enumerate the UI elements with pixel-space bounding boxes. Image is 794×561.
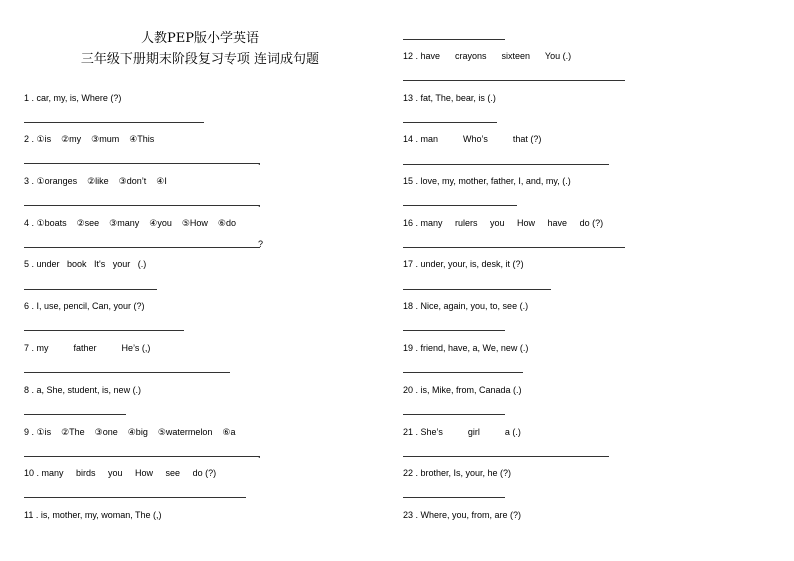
question-21: 21 . She’s girl a (.) — [403, 427, 521, 437]
question-4: 4 . ①boats ②see ③many ④you ⑤How ⑥do — [24, 218, 236, 228]
question-9: 9 . ①is ②The ③one ④big ⑤watermelon ⑥a — [24, 427, 236, 437]
question-11: 11 . is, mother, my, woman, The (,) — [24, 510, 162, 520]
answer-line-4[interactable] — [24, 247, 260, 248]
document-subtitle: 三年级下册期末阶段复习专项 连词成句题 — [80, 52, 320, 67]
question-19: 19 . friend, have, a, We, new (.) — [403, 343, 529, 353]
answer-line-top[interactable] — [403, 39, 505, 40]
answer-line-8[interactable] — [24, 414, 126, 415]
answer-end-mark-4: ? — [258, 239, 264, 249]
question-7: 7 . my father He’s (,) — [24, 343, 151, 353]
answer-line-22[interactable] — [403, 497, 505, 498]
answer-end-mark-9: . — [258, 450, 261, 460]
question-6: 6 . I, use, pencil, Can, your (?) — [24, 301, 145, 311]
answer-line-19[interactable] — [403, 372, 523, 373]
answer-line-5[interactable] — [24, 289, 157, 290]
answer-line-16[interactable] — [403, 247, 625, 248]
answer-end-mark-2: . — [258, 157, 261, 167]
answer-line-12[interactable] — [403, 80, 625, 81]
question-16: 16 . many rulers you How have do (?) — [403, 218, 604, 228]
question-18: 18 . Nice, again, you, to, see (.) — [403, 301, 529, 311]
question-23: 23 . Where, you, from, are (?) — [403, 510, 522, 520]
question-2: 2 . ①is ②my ③mum ④This — [24, 134, 155, 144]
answer-end-mark-3: . — [258, 199, 261, 209]
answer-line-13[interactable] — [403, 122, 497, 123]
question-13: 13 . fat, The, bear, is (.) — [403, 93, 496, 103]
answer-line-7[interactable] — [24, 372, 230, 373]
answer-line-6[interactable] — [24, 330, 184, 331]
question-22: 22 . brother, Is, your, he (?) — [403, 468, 512, 478]
question-1: 1 . car, my, is, Where (?) — [24, 93, 122, 103]
answer-line-1[interactable] — [24, 122, 204, 123]
answer-line-10[interactable] — [24, 497, 246, 498]
question-3: 3 . ①oranges ②like ③don’t ④I — [24, 176, 167, 186]
question-17: 17 . under, your, is, desk, it (?) — [403, 259, 524, 269]
question-8: 8 . a, She, student, is, new (.) — [24, 385, 142, 395]
answer-line-2[interactable] — [24, 163, 260, 164]
question-14: 14 . man Who’s that (?) — [403, 134, 542, 144]
answer-line-3[interactable] — [24, 205, 260, 206]
answer-line-9[interactable] — [24, 456, 260, 457]
question-20: 20 . is, Mike, from, Canada (.) — [403, 385, 522, 395]
answer-line-20[interactable] — [403, 414, 505, 415]
answer-line-18[interactable] — [403, 330, 505, 331]
answer-line-21[interactable] — [403, 456, 609, 457]
document-title: 人教PEP版小学英语 — [141, 31, 259, 46]
answer-line-14[interactable] — [403, 164, 609, 165]
question-12: 12 . have crayons sixteen You (.) — [403, 51, 572, 61]
answer-line-15[interactable] — [403, 205, 517, 206]
question-5: 5 . under book It's your (.) — [24, 259, 147, 269]
question-15: 15 . love, my, mother, father, I, and, my, (.) — [403, 176, 571, 186]
answer-line-17[interactable] — [403, 289, 551, 290]
question-10: 10 . many birds you How see do (?) — [24, 468, 217, 478]
